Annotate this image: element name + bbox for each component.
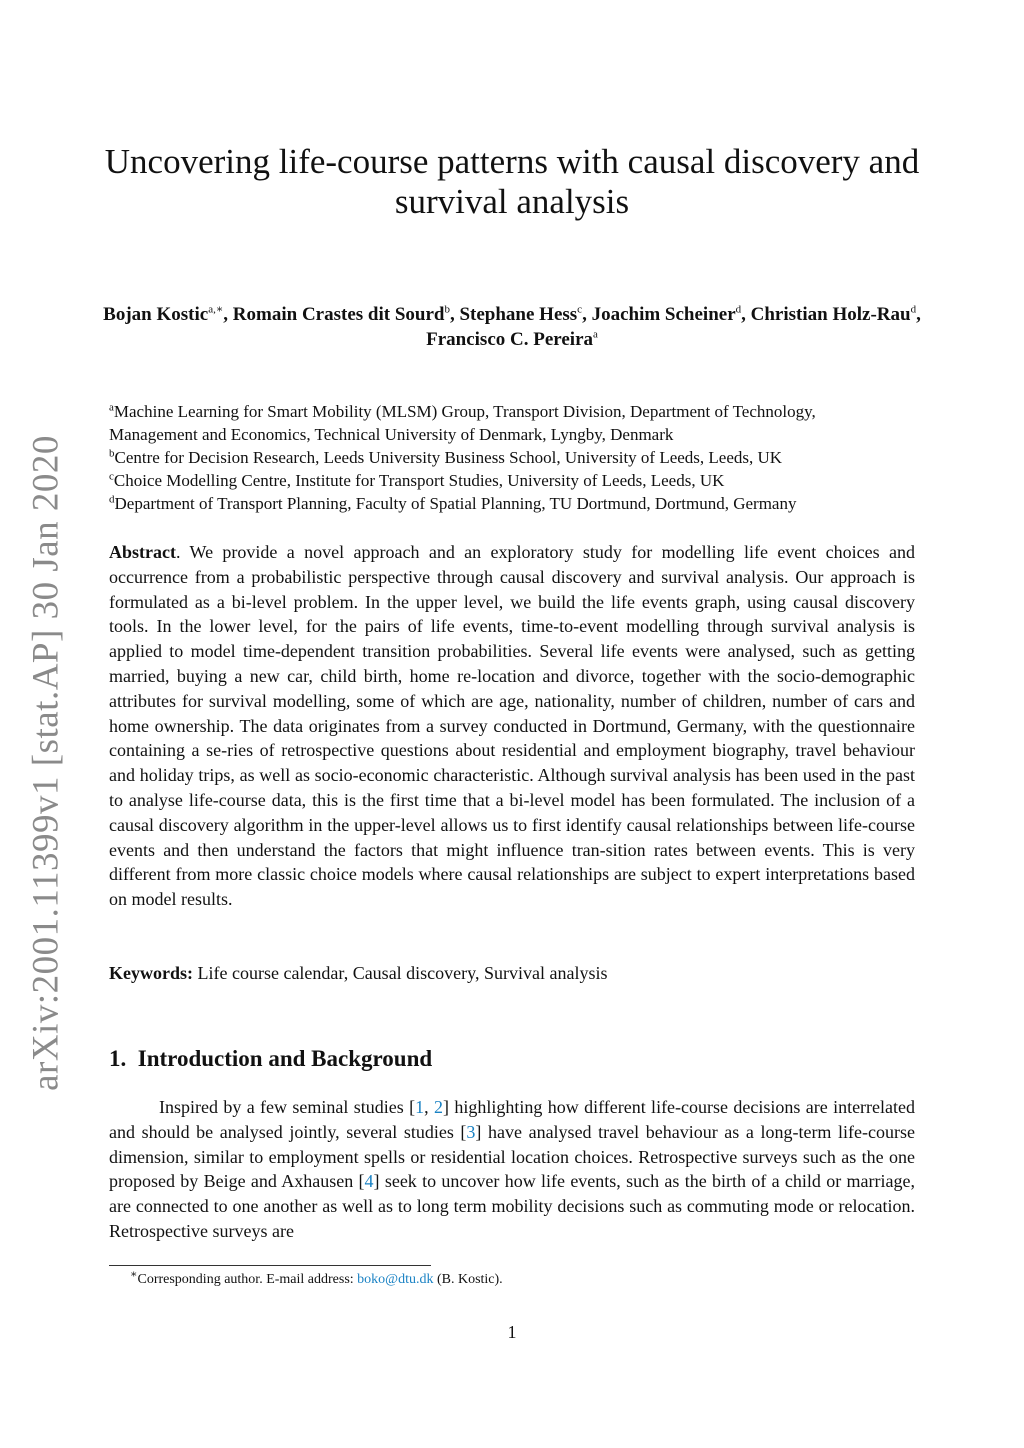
intro-text: ] seek to uncover how life events, such as the birth of a child or marriage, are connected to one another as well as to long term mobility decisions such as commuting mode or relocation. Retrospective surveys are — [109, 1171, 916, 1241]
affiliation-mark: b — [109, 447, 115, 460]
affiliation — [109, 492, 919, 515]
affiliation-text: Department of Transport Planning, Faculty of Spatial Planning, TU Dortmund, Dortmund, Germany — [114, 494, 797, 513]
keywords-label: Keywords: — [109, 963, 193, 983]
abstract — [109, 540, 915, 912]
author-affiliation-mark: b — [444, 303, 450, 316]
author-name: Bojan Kostic — [103, 304, 209, 325]
affiliation-text: Machine Learning for Smart Mobility (MLSM) Group, Transport Division, Department of Technology, — [113, 402, 816, 421]
intro-paragraph — [109, 1095, 915, 1244]
section-title: Introduction and Background — [137, 1046, 433, 1071]
author-affiliation-mark: a — [593, 328, 598, 341]
author-affiliation-mark: d — [735, 303, 742, 316]
citation-link[interactable]: 4 — [364, 1171, 374, 1192]
author-affiliation-mark: c — [577, 303, 583, 316]
citation-link[interactable]: 1 — [415, 1097, 425, 1117]
keywords — [109, 963, 607, 984]
affiliation-continuation: Management and Economics, Technical University of Denmark, Lyngby, Denmark — [109, 425, 674, 444]
affiliation — [109, 469, 919, 492]
footnote-mark: ∗ — [130, 1268, 138, 1281]
section-number: 1. — [109, 1046, 127, 1071]
intro-text: ] highlighting how different life-course decisions are interrelated and should be analysed jointly, several studies [ — [109, 1097, 916, 1142]
affiliation-mark: c — [109, 470, 114, 483]
footnote-suffix: (B. Kostic). — [433, 1272, 503, 1287]
citation-separator: , — [424, 1097, 434, 1117]
footnote — [130, 1268, 503, 1288]
intro-text: Inspired by a few seminal studies [ — [159, 1097, 416, 1117]
author-name: Christian Holz-Rau — [750, 304, 911, 325]
affiliation-list — [109, 400, 919, 515]
author-affiliation-mark: a,∗ — [208, 303, 224, 316]
page-number: 1 — [507, 1322, 517, 1342]
author-name: Romain Crastes dit Sourd — [232, 304, 445, 325]
affiliation — [109, 400, 919, 423]
intro-text: ] have analysed travel behaviour as a long-term life-course dimension, similar to employment spells or residential location choices. Retrospective surveys such as the one proposed by Beige and Axhausen [ — [109, 1121, 915, 1192]
paper-title: Uncovering life-course patterns with causal discovery and survival analysis — [104, 142, 920, 221]
arxiv-id: arXiv:2001.11399v1 [stat.AP] 30 Jan 2020 — [25, 435, 67, 1091]
keywords-text: Life course calendar, Causal discovery, Survival analysis — [197, 963, 608, 983]
author-name: Francisco C. Pereira — [426, 329, 593, 350]
footnote-divider — [109, 1265, 431, 1266]
affiliation-text: Choice Modelling Centre, Institute for Transport Studies, University of Leeds, Leeds, UK — [113, 471, 725, 490]
citation-link[interactable]: 3 — [466, 1121, 476, 1142]
affiliation-text: Centre for Decision Research, Leeds University Business School, University of Leeds, Leeds, UK — [114, 448, 783, 467]
arxiv-sidebar — [18, 435, 74, 1091]
citation-link[interactable]: 2 — [433, 1097, 443, 1117]
affiliation-mark: d — [109, 493, 115, 506]
affiliation — [109, 446, 919, 469]
author-list: Bojan Kostic$^{a,∗}$, Romain Crastes dit Sourd$^b$, Stephane Hess$^c$, Joachim Scheiner$^d$, Christian Holz-Rau$^d$, Francisco C. Pereira$^a$ — [103, 303, 921, 350]
abstract-label: Abstract — [109, 542, 176, 562]
section-heading — [109, 1046, 432, 1072]
affiliation-mark: a — [109, 401, 114, 414]
author-name: Joachim Scheiner — [591, 304, 736, 325]
footnote-text: Corresponding author. E-mail address: — [137, 1272, 358, 1287]
email-link[interactable]: boko@dtu.dk — [357, 1272, 434, 1287]
author-name: Stephane Hess — [459, 304, 578, 325]
author-affiliation-mark: d — [910, 303, 917, 316]
abstract-text: . We provide a novel approach and an exploratory study for modelling life event choices and occurrence from a probabilistic perspective through causal discovery and survival analysis. Our approach is formulated as a bi-level problem. In the upper level, we build the life events graph, using causal discovery tools. In the lower level, for the pairs of life events, time-to-event modelling through survival analysis is applied to model time-dependent transition probabilities. Several life events were analysed, such as getting married, buying a new car, child birth, home re-location and divorce, together with the socio-demographic attributes for survival modelling, some of which are age, nationality, number of children, number of cars and home ownership. The data originates from a survey conducted in Dortmund, Germany, with the questionnaire containing a se-ries of retrospective questions about residential and employment biography, travel behaviour and holiday trips, as well as socio-economic characteristic. Although survival analysis has been used in the past to analyse life-course data, this is the first time that a bi-level model has been formulated. The inclusion of a causal discovery algorithm in the upper-level allows us to first identify causal relationships between life-course events and then understand the factors that might influence tran-sition rates between events. This is very different from more classic choice models where causal relationships are subject to expert interpretations based on model results. — [109, 542, 915, 910]
